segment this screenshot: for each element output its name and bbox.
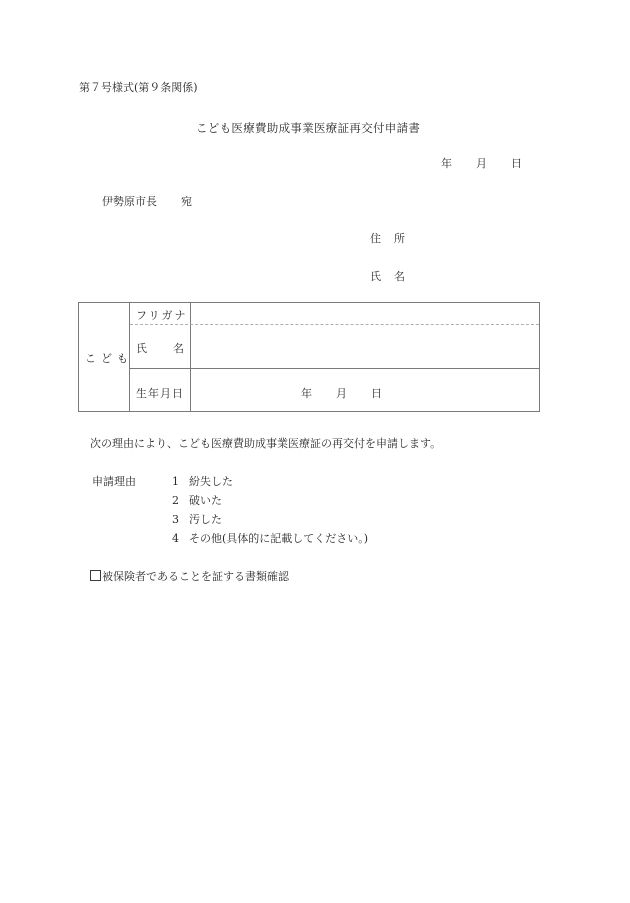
address-label-char-2: 所 <box>394 232 405 245</box>
birth-year-label: 年 <box>301 387 312 400</box>
application-statement: 次の理由により、こども医療費助成事業医療証の再交付を申請します。 <box>90 437 442 450</box>
reason-number: 2 <box>172 494 179 507</box>
furigana-label: フリガナ <box>136 309 188 322</box>
reason-label: その他(具体的に記載してください。) <box>189 532 369 545</box>
document-check-label: 被保険者であることを証する書類確認 <box>102 570 289 583</box>
table-divider <box>130 368 539 369</box>
birth-date-label: 生年月日 <box>136 387 184 400</box>
name-label-char-2: 名 <box>394 270 405 283</box>
reason-heading: 申請理由 <box>92 475 136 488</box>
reason-number: 1 <box>172 475 179 488</box>
document-title: こども医療費助成事業医療証再交付申請書 <box>196 121 421 135</box>
address-label-char-1: 住 <box>370 232 381 245</box>
form-number: 第７号様式(第９条関係) <box>79 81 198 94</box>
child-name-field[interactable] <box>192 325 539 368</box>
document-check <box>90 568 289 584</box>
applicant-address-label <box>370 230 405 246</box>
reason-number: 4 <box>172 532 179 545</box>
birth-day-label: 日 <box>371 387 382 400</box>
date-day-label: 日 <box>511 157 522 170</box>
reason-label: 破いた <box>189 494 222 507</box>
furigana-field[interactable] <box>192 303 539 324</box>
reason-number: 3 <box>172 513 179 526</box>
reason-label: 汚した <box>189 513 222 526</box>
date-month-label: 月 <box>476 157 487 170</box>
reason-label: 紛失した <box>189 475 233 488</box>
addressee <box>102 193 192 209</box>
child-name-label-char-1: 氏 <box>136 342 147 355</box>
reason-option[interactable] <box>172 492 222 508</box>
reason-option[interactable] <box>172 473 233 489</box>
addressee-name: 伊勢原市長 <box>102 195 157 208</box>
birth-date-placeholder <box>301 385 382 401</box>
reason-option[interactable] <box>172 530 368 546</box>
table-divider <box>190 303 191 411</box>
birth-month-label: 月 <box>336 387 347 400</box>
child-info-table <box>78 302 540 412</box>
date-year-label: 年 <box>441 157 452 170</box>
child-group-label: こども <box>85 352 133 365</box>
applicant-name-label <box>370 268 405 284</box>
reason-option[interactable] <box>172 511 222 527</box>
name-label-char-1: 氏 <box>370 270 381 283</box>
document-check-checkbox[interactable] <box>90 570 101 581</box>
application-date <box>441 155 522 171</box>
child-name-label-char-2: 名 <box>173 342 184 355</box>
addressee-honorific: 宛 <box>181 195 192 208</box>
child-name-label <box>136 340 184 356</box>
